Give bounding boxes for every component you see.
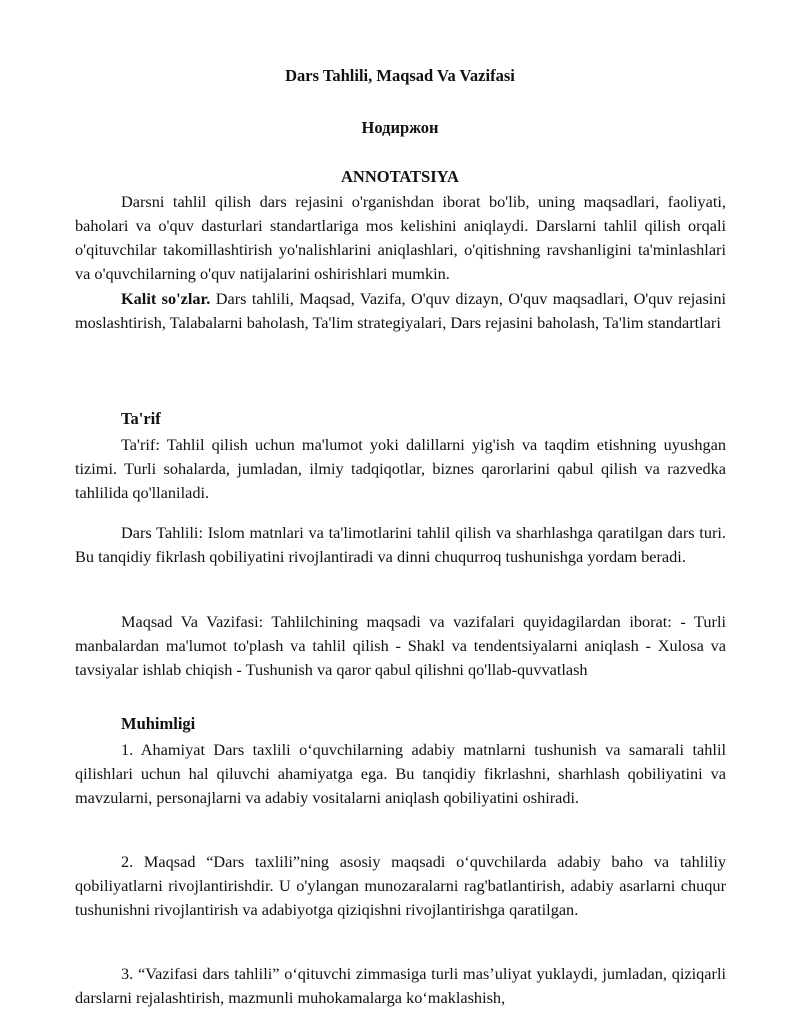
keywords-text: Dars tahlili, Maqsad, Vazifa, O'quv dizayn, O'quv maqsadlari, O'quv rejasini moslashtirish, Talabalarni baholash, Ta'lim strategiyalari, Dars rejasini baholash, Ta'lim standartlari bbox=[75, 289, 726, 332]
importance-item-1: 1. Ahamiyat Dars taxlili o‘quvchilarning adabiy matnlarni tushunish va samarali tahlil qilishlari uchun hal qiluvchi ahamiyatga ega. Bu tanqidiy fikrlashni, sharhlash qobiliyatini va mavzularni, personajlarni va adabiy vositalarni aniqlash qobiliyatini oshiradi. bbox=[75, 740, 726, 807]
importance-heading: Muhimligi bbox=[121, 714, 196, 733]
importance-item-2: 2. Maqsad “Dars taxlili”ning asosiy maqsadi o‘quvchilarda adabiy baho va tahliliy qobiliyatlarni rivojlantirishdir. U o'ylangan munozaralarni rag'batlantirish, adabiy asarlarni chuqur tushunishni rivojlantirish va adabiyotga qiziqishni rivojlantirishga qaratilgan. bbox=[75, 852, 726, 919]
document-title: Dars Tahlili, Maqsad Va Vazifasi bbox=[285, 66, 515, 85]
maqsad-paragraph: Maqsad Va Vazifasi: Tahlilchining maqsadi va vazifalari quyidagilardan iborat: - Turli manbalardan ma'lumot to'plash va tahlil qilish - Shakl va tendentsiyalarni aniqlash - Xulosa va tavsiyalar ishlab chiqish - Tushunish va qaror qabul qilishni qo'llab-quvvatlash bbox=[75, 612, 726, 679]
definition-heading: Ta'rif bbox=[121, 409, 161, 428]
dars-tahlili-paragraph: Dars Tahlili: Islom matnlari va ta'limotlarini tahlil qilish va sharhlashga qaratilgan dars turi. Bu tanqidiy fikrlash qobiliyatini rivojlantiradi va dinni chuqurroq tushunishga yordam beradi. bbox=[75, 523, 726, 566]
annotation-paragraph: Darsni tahlil qilish dars rejasini o'rganishdan iborat bo'lib, uning maqsadlari, faoliyati, baholari va o'quv dasturlari standartlariga mos kelishini aniqlaydi. Darslarni tahlil qilish orqali o'qituvchilar takomillashtirish yo'nalishlarini aniqlashlari, o'qitishning ravshanligini ta'minlashlari va o'quvchilarning o'quv natijalarini oshirishlari mumkin. bbox=[75, 192, 726, 283]
author-name: Нодиржон bbox=[361, 118, 439, 137]
keywords-label: Kalit so'zlar. bbox=[121, 289, 211, 308]
keywords-paragraph bbox=[75, 287, 726, 335]
definition-paragraph: Ta'rif: Tahlil qilish uchun ma'lumot yoki dalillarni yig'ish va taqdim etishning uyushgan tizimi. Turli sohalarda, jumladan, ilmiy tadqiqotlar, biznes qarorlarini qabul qilish va razvedka tahlilida qo'llaniladi. bbox=[75, 435, 726, 502]
importance-item-3: 3. “Vazifasi dars tahlili” o‘qituvchi zimmasiga turli mas’uliyat yuklaydi, jumladan, qiziqarli darslarni rejalashtirish, mazmunli muhokamalarga ko‘maklashish, bbox=[75, 964, 726, 1007]
annotation-heading: ANNOTATSIYA bbox=[341, 167, 459, 186]
